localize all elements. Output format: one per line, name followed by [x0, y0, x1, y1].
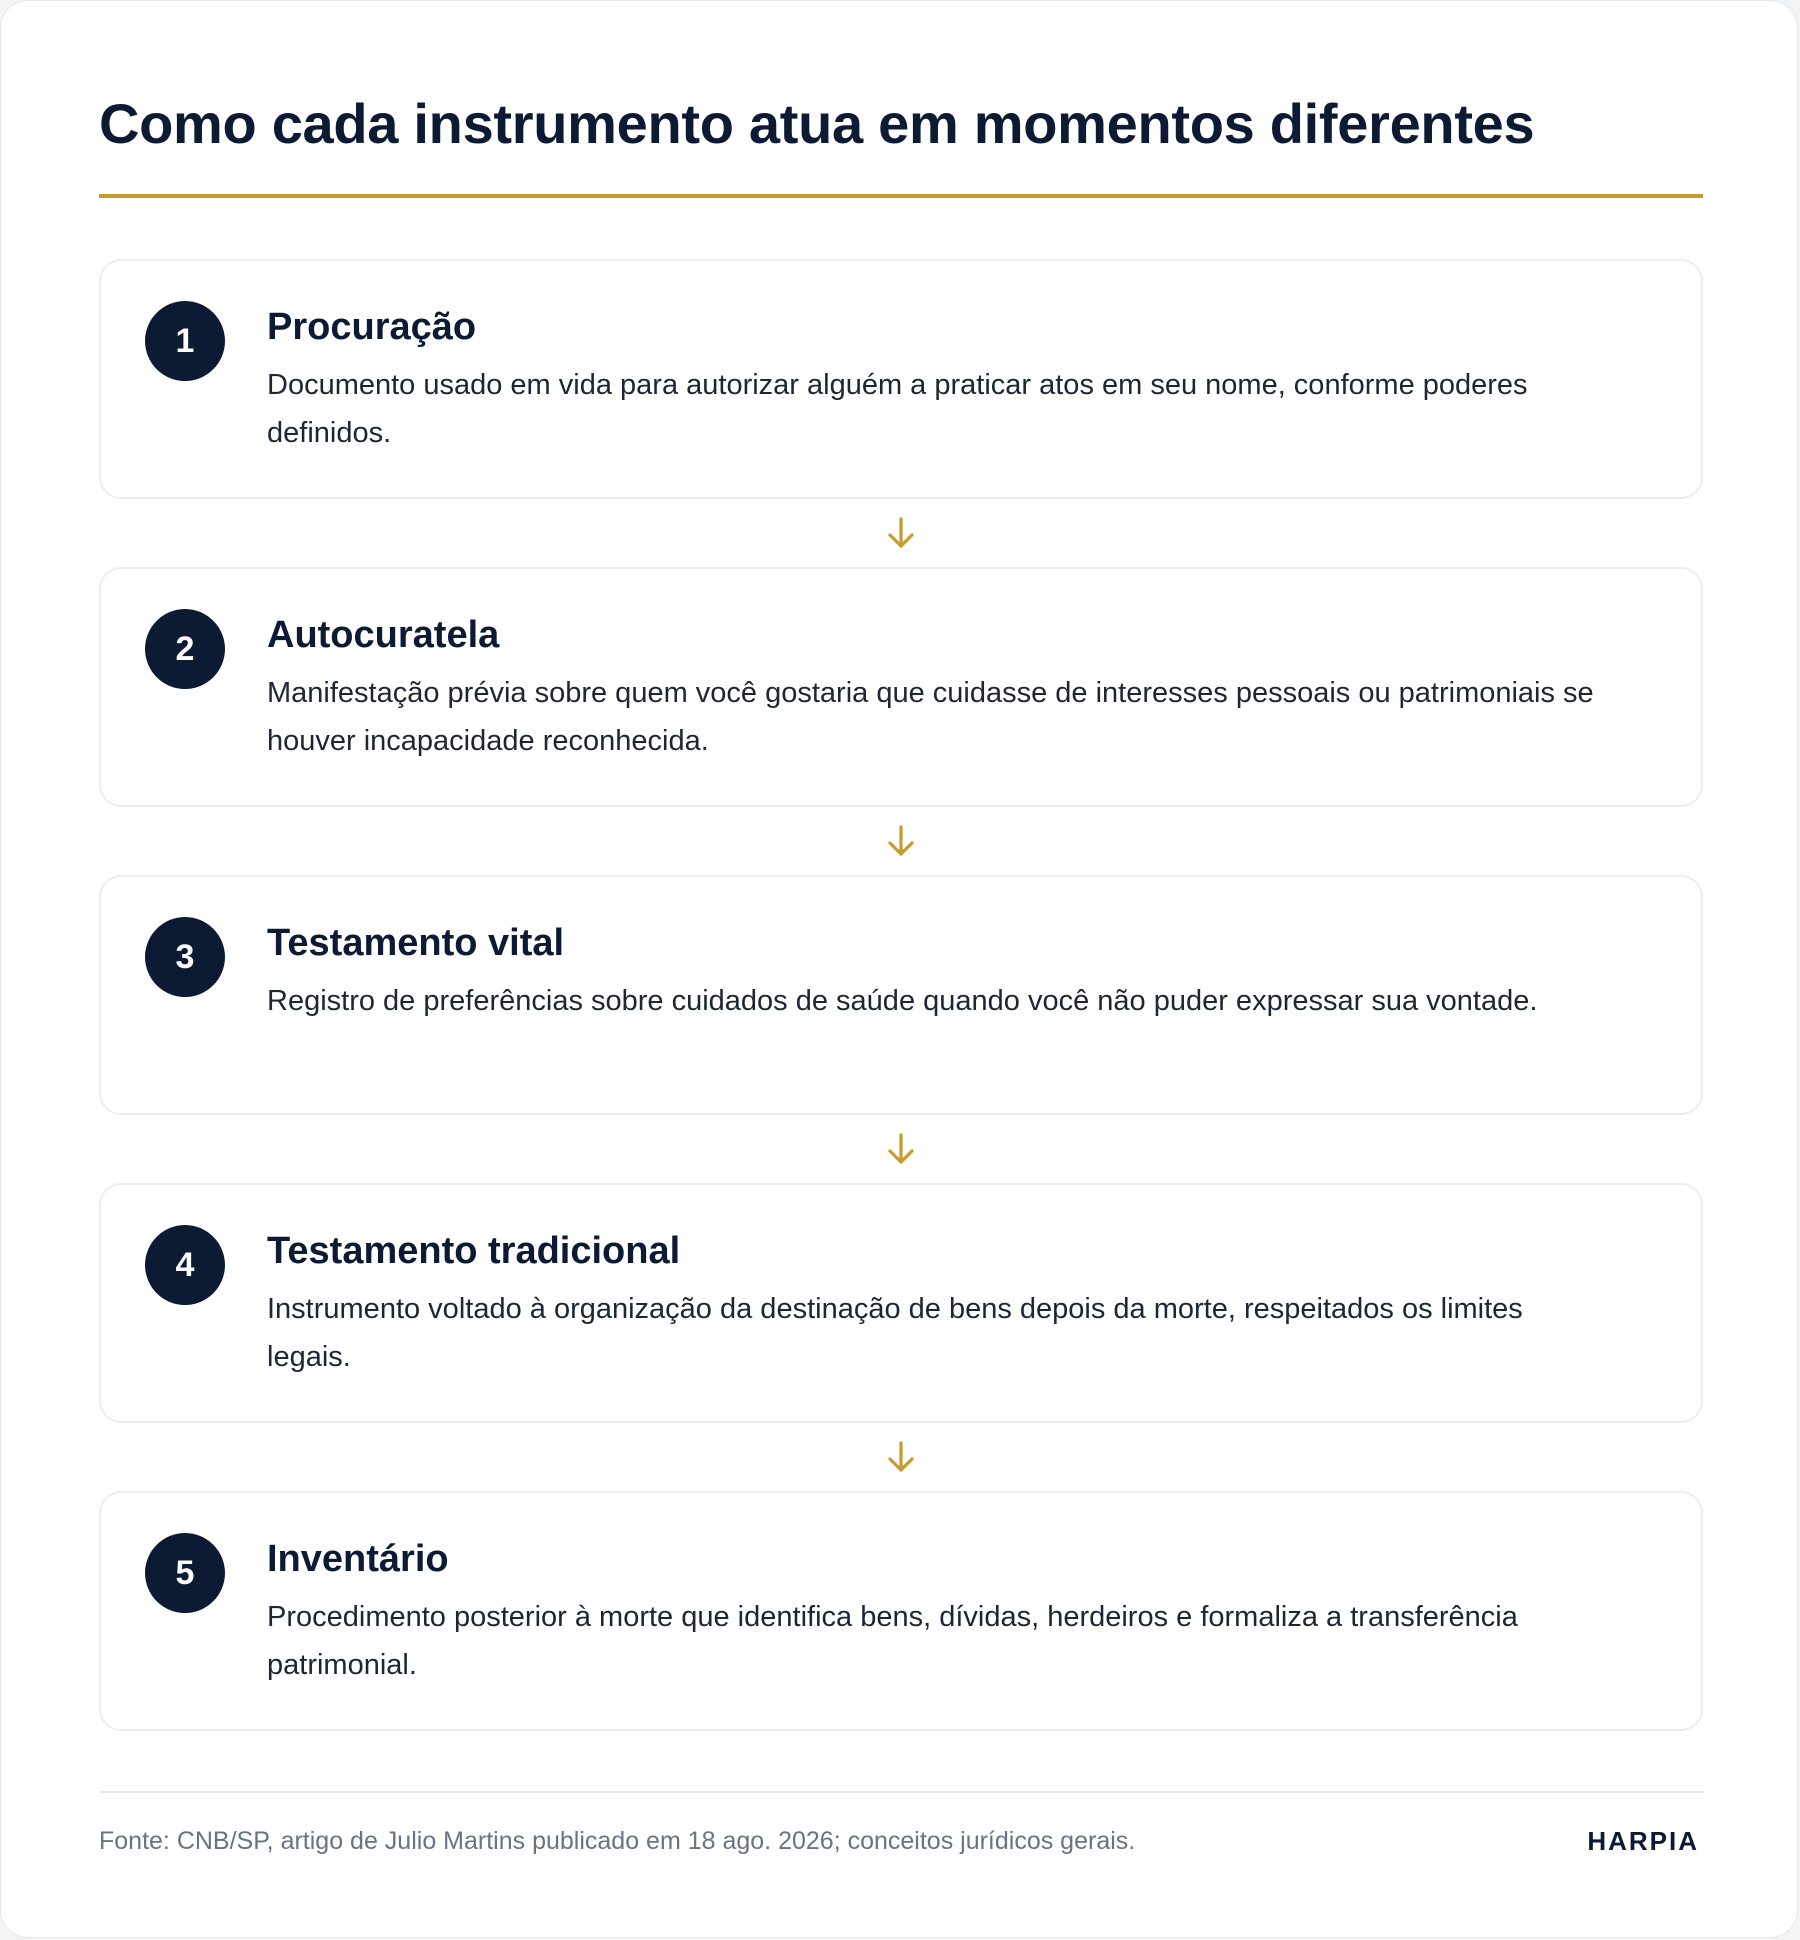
step-number-badge: 3 — [145, 917, 225, 997]
steps-list — [99, 259, 1703, 1731]
connector — [99, 1423, 1703, 1491]
step-description: Instrumento voltado à organização da destinação de bens depois da morte, respeitados os limites legais. — [267, 1293, 1523, 1373]
source-note: Fonte: CNB/SP, artigo de Julio Martins publicado em 18 ago. 2026; conceitos jurídicos gerais. — [99, 1827, 1136, 1855]
step-number-badge: 4 — [145, 1225, 225, 1305]
page-title: Como cada instrumento atua em momentos diferentes — [99, 92, 1535, 155]
connector — [99, 499, 1703, 567]
step-card-1 — [99, 259, 1703, 499]
title-divider — [99, 194, 1703, 198]
step-number-badge: 1 — [145, 301, 225, 381]
arrow-down-icon — [884, 1439, 918, 1475]
step-description: Registro de preferências sobre cuidados de saúde quando você não puder expressar sua vontade. — [267, 985, 1538, 1017]
step-description: Manifestação prévia sobre quem você gostaria que cuidasse de interesses pessoais ou patrimoniais se houver incapacidade reconhecida. — [267, 677, 1594, 757]
footer-divider — [99, 1791, 1703, 1793]
step-description: Documento usado em vida para autorizar alguém a praticar atos em seu nome, conforme poderes definidos. — [267, 369, 1528, 449]
arrow-down-icon — [884, 515, 918, 551]
step-title: Inventário — [267, 1538, 449, 1580]
step-number-badge: 2 — [145, 609, 225, 689]
step-card-4 — [99, 1183, 1703, 1423]
arrow-down-icon — [884, 1131, 918, 1167]
step-title: Testamento vital — [267, 922, 565, 964]
step-title: Testamento tradicional — [267, 1230, 681, 1272]
step-card-2 — [99, 567, 1703, 807]
connector — [99, 1115, 1703, 1183]
connector — [99, 807, 1703, 875]
brand-logo: HARPIA — [1587, 1826, 1699, 1856]
step-title: Procuração — [267, 306, 477, 348]
step-number-badge: 5 — [145, 1533, 225, 1613]
step-card-5 — [99, 1491, 1703, 1731]
step-description: Procedimento posterior à morte que identifica bens, dívidas, herdeiros e formaliza a transferência patrimonial. — [267, 1601, 1518, 1681]
arrow-down-icon — [884, 823, 918, 859]
step-card-3 — [99, 875, 1703, 1115]
step-title: Autocuratela — [267, 614, 500, 656]
